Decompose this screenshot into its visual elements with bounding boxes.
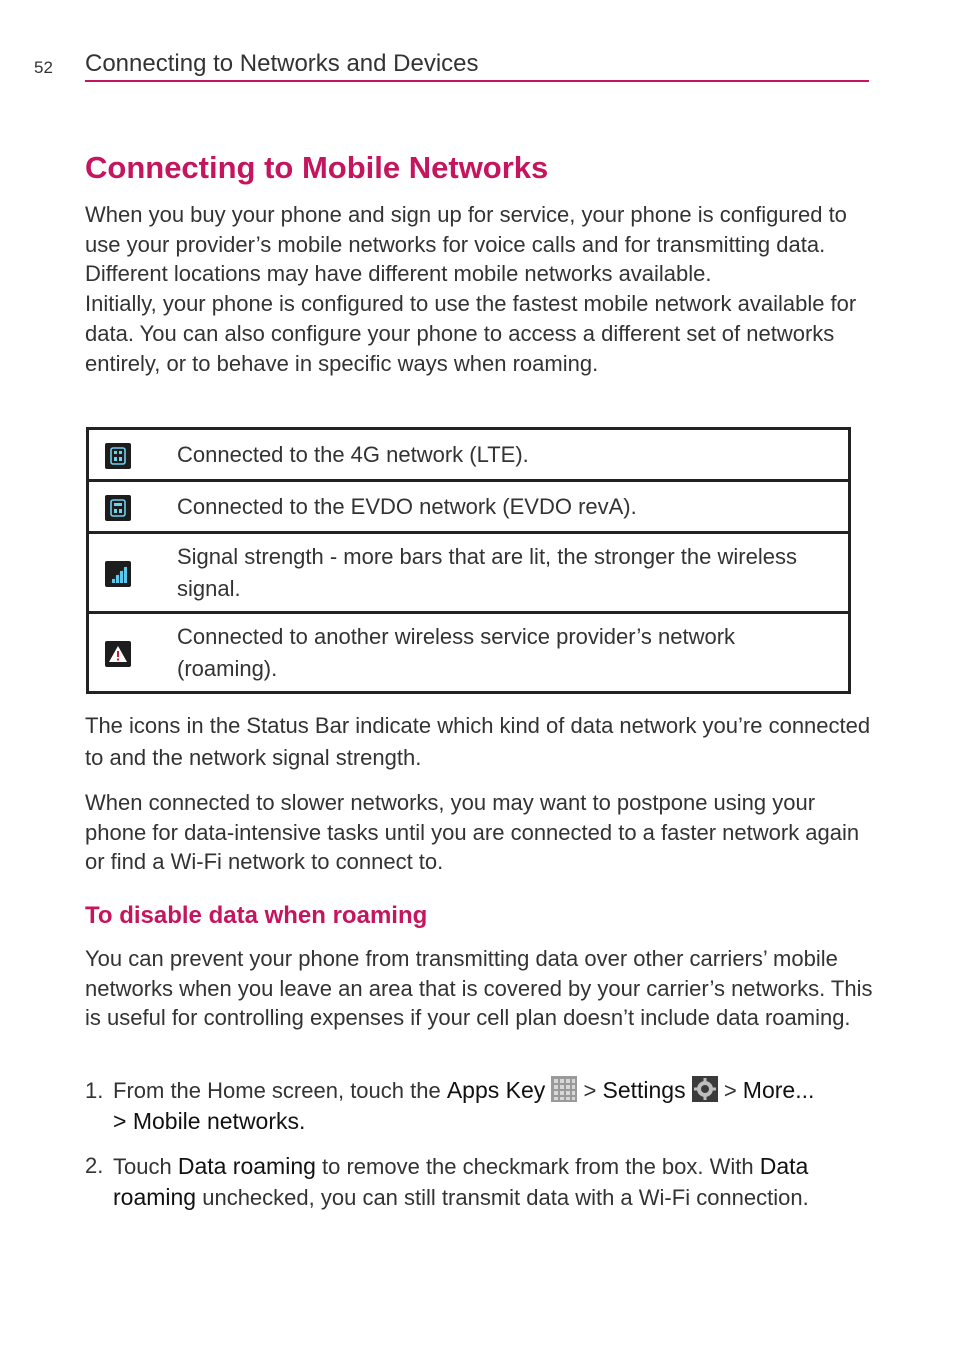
step-text: Touch: [113, 1154, 178, 1179]
page-title: Connecting to Mobile Networks: [85, 150, 549, 185]
evdo-icon: [105, 495, 131, 521]
step-separator: >: [717, 1078, 743, 1103]
lte-4g-icon: [105, 443, 131, 469]
page-number: 52: [34, 58, 53, 77]
step-number: 2.: [85, 1153, 104, 1178]
roaming-warning-icon: [105, 641, 131, 667]
gear-icon: [692, 1076, 718, 1102]
step-separator: >: [577, 1078, 603, 1103]
step-text: From the Home screen, touch the: [113, 1078, 447, 1103]
table-row: [88, 429, 850, 481]
settings-label: Settings: [602, 1077, 686, 1103]
table-row: [88, 613, 850, 693]
step-1: [85, 1075, 875, 1137]
step-text: unchecked, you can still transmit data with a Wi-Fi connection.: [196, 1185, 809, 1210]
intro-paragraph-1: When you buy your phone and sign up for service, your phone is configured to use your provider’s mobile networks for voice calls and for transmitting data.: [85, 202, 847, 257]
slow-network-note: When connected to slower networks, you may want to postpone using your phone for data-intensive tasks until you are connected to a faster network again or find a Wi-Fi network to connect to.: [85, 790, 860, 875]
data-roaming-label: Data roaming: [113, 1153, 809, 1210]
apps-key-label: Apps Key: [446, 1077, 546, 1103]
more-label: More...: [742, 1077, 815, 1103]
roaming-subheading: To disable data when roaming: [85, 902, 428, 929]
status-icon-table: [86, 427, 851, 694]
step-number: 1.: [85, 1078, 104, 1103]
status-bar-note: The icons in the Status Bar indicate which kind of data network you’re connected to and the network signal strength.: [85, 713, 871, 770]
table-cell-text: Signal strength - more bars that are lit, the stronger the wireless signal.: [177, 533, 850, 613]
table-cell-text: Connected to the 4G network (LTE).: [177, 441, 529, 467]
roaming-intro: You can prevent your phone from transmitting data over other carriers’ mobile networks when you leave an area that is covered by your carrier’s networks. This is useful for controlling expenses if your cell plan doesn’t include data roaming.: [85, 946, 873, 1031]
step-2: [85, 1151, 875, 1213]
table-cell-text: Connected to another wireless service provider’s network (roaming).: [177, 613, 850, 693]
table-row: [88, 481, 850, 533]
mobile-networks-label: > Mobile networks.: [113, 1108, 306, 1134]
signal-bars-icon: [105, 561, 131, 587]
intro-paragraph-2: Different locations may have different mobile networks available.: [85, 261, 712, 287]
apps-grid-icon: [551, 1076, 577, 1102]
data-roaming-label: Data roaming: [177, 1153, 316, 1179]
table-row: [88, 533, 850, 613]
intro-text: [85, 200, 875, 378]
step-text: to remove the checkmark from the box. With: [315, 1154, 760, 1179]
intro-paragraph-3: Initially, your phone is configured to use the fastest mobile network available for data. You can also configure your phone to access a different set of networks entirely, or to behave in specific ways when roaming.: [85, 291, 857, 376]
table-cell-text: Connected to the EVDO network (EVDO revA).: [177, 481, 850, 533]
header-rule: [85, 80, 869, 82]
running-head: Connecting to Networks and Devices: [85, 50, 479, 77]
